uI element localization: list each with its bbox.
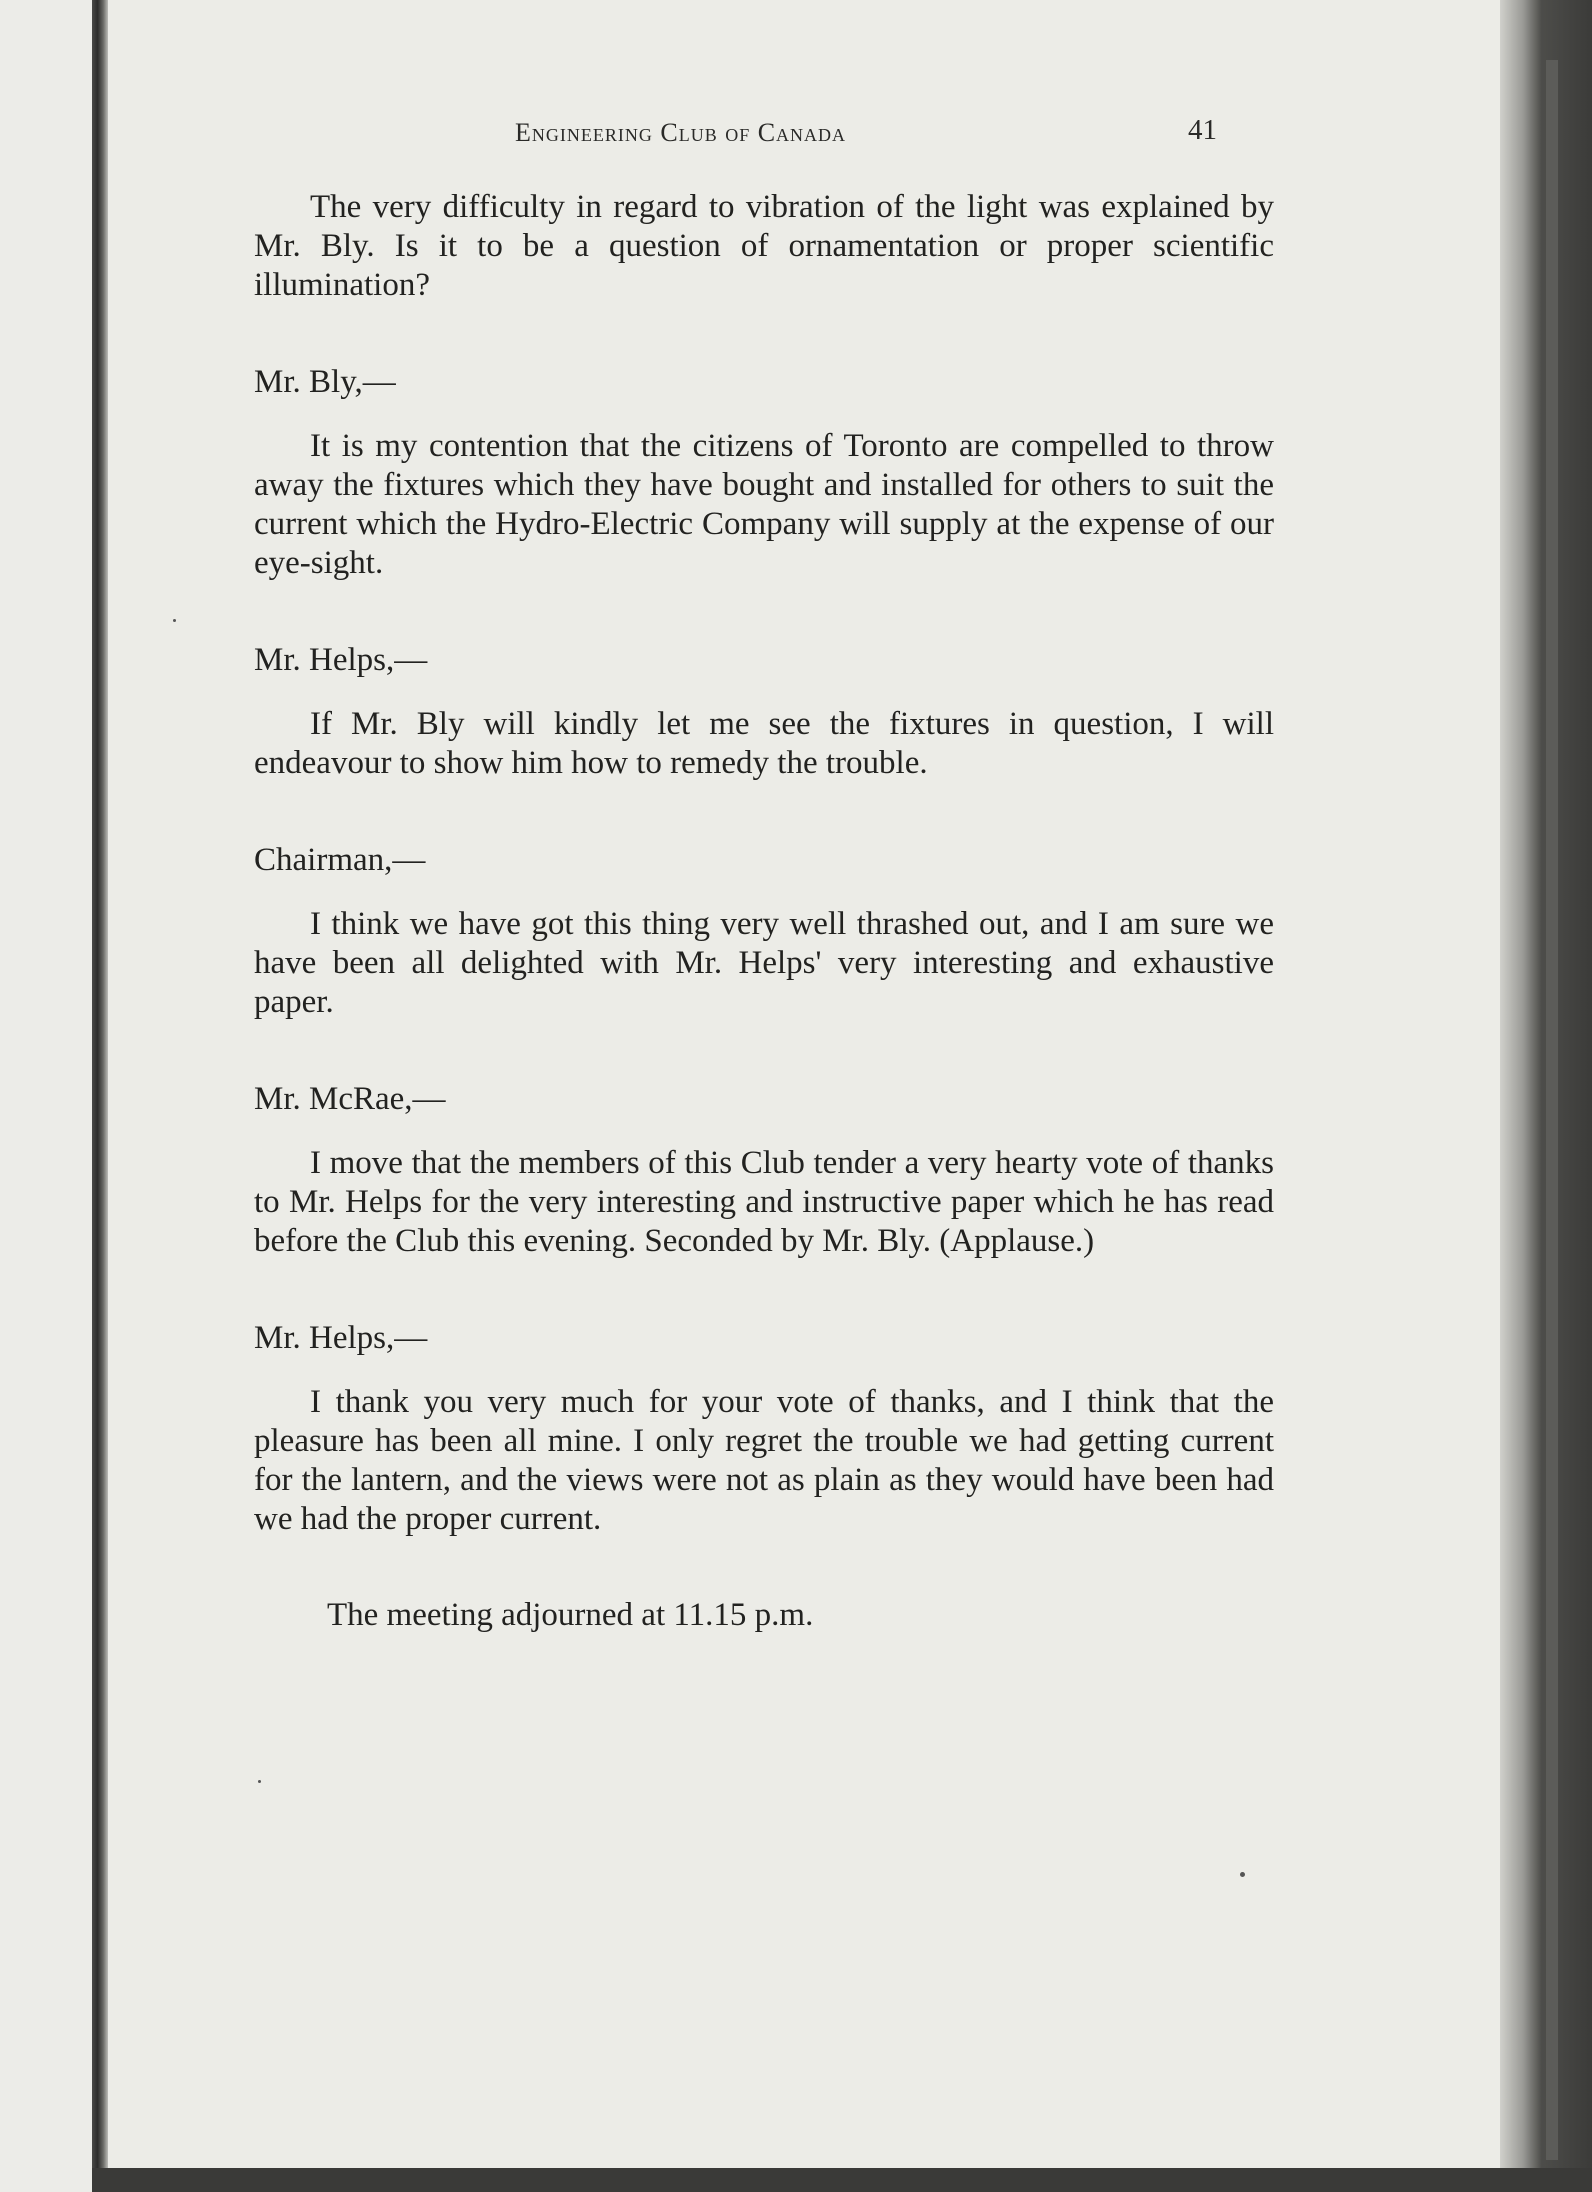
page-bottom-shadow bbox=[92, 2168, 1592, 2192]
speech-paragraph: It is my contention that the citizens of Toronto are compelled to throw away the fixtures which they have bought and installed for others to suit the current which the Hydro-Electric Company will supply at the expense of our eye-sight. bbox=[254, 428, 1274, 581]
closing-line: The meeting adjourned at 11.15 p.m. bbox=[327, 1597, 814, 1633]
book-gutter bbox=[92, 0, 108, 2192]
paper-speck bbox=[1240, 1872, 1245, 1877]
speech-paragraph: I thank you very much for your vote of thanks, and I think that the pleasure has been all mine. I only regret the trouble we had getting current for the lantern, and the views were not as plain as they would have been had we had the proper current. bbox=[254, 1384, 1274, 1537]
running-title: Engineering Club of Canada bbox=[515, 118, 847, 147]
speaker-label: Mr. Helps,— bbox=[254, 642, 428, 678]
cover-binding bbox=[1546, 60, 1558, 2160]
facing-page-edge bbox=[0, 0, 96, 2192]
paper-speck bbox=[258, 1780, 261, 1783]
speech-paragraph: I move that the members of this Club tender a very hearty vote of thanks to Mr. Helps for the very interesting and instructive paper which he has read before the Club this evening. Seconded by Mr. Bly. (Applause.) bbox=[254, 1145, 1274, 1259]
page-text bbox=[254, 188, 1274, 1635]
speaker-label: Mr. McRae,— bbox=[254, 1081, 446, 1117]
speech-paragraph: I think we have got this thing very well thrashed out, and I am sure we have been all delighted with Mr. Helps' very interesting and exhaustive paper. bbox=[254, 906, 1274, 1020]
speaker-label: Chairman,— bbox=[254, 842, 426, 878]
speech-paragraph: If Mr. Bly will kindly let me see the fixtures in question, I will endeavour to show him how to remedy the trouble. bbox=[254, 706, 1274, 781]
paper-speck bbox=[173, 619, 176, 622]
page-number: 41 bbox=[1188, 114, 1217, 146]
speaker-label: Mr. Bly,— bbox=[254, 364, 396, 400]
speaker-label: Mr. Helps,— bbox=[254, 1320, 428, 1356]
opening-paragraph: The very difficulty in regard to vibration of the light was explained by Mr. Bly. Is it to be a question of ornamentation or proper scientific illumination? bbox=[254, 189, 1274, 303]
